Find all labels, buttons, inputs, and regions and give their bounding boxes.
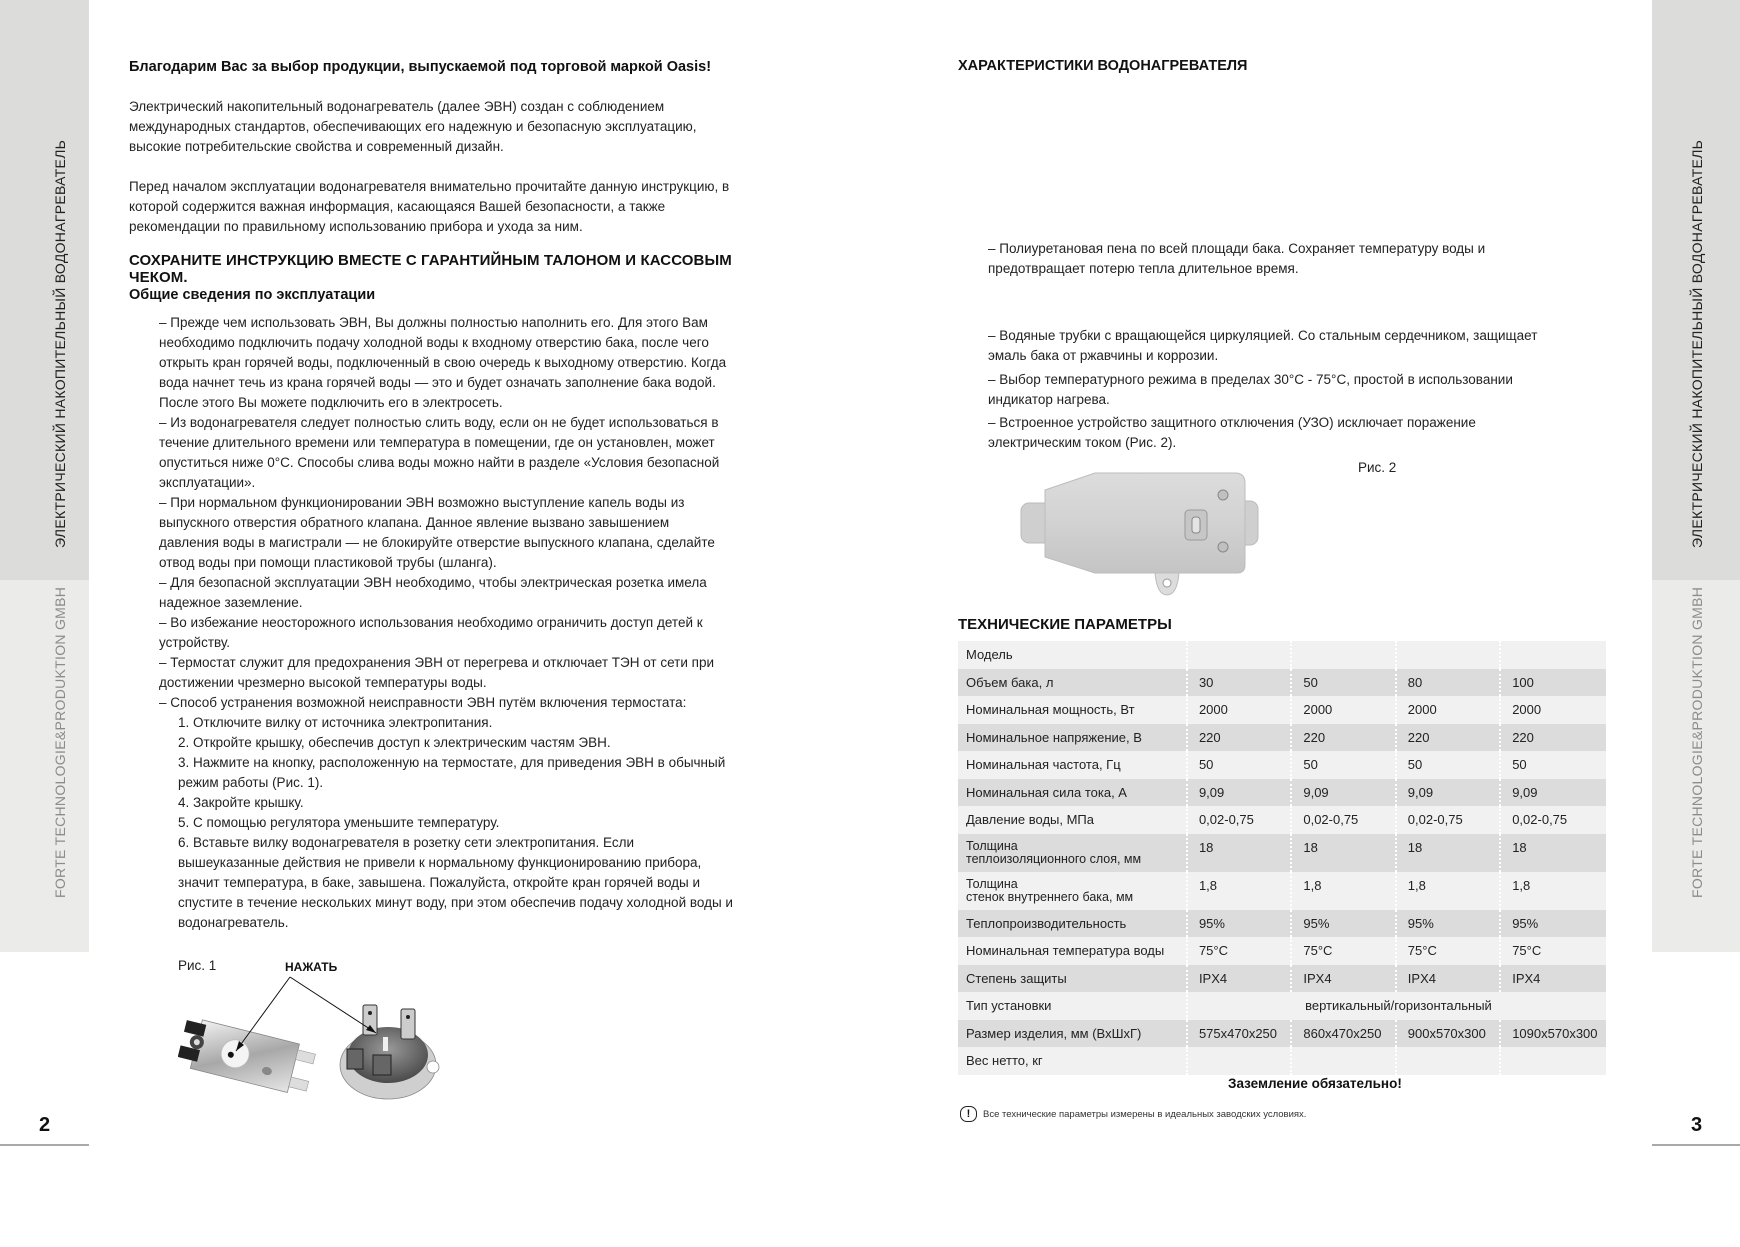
step-line: 3. Нажмите на кнопку, расположенную на термостате, для приведения ЭВН в обычный [178, 755, 726, 770]
thermostat-illustration [178, 955, 478, 1105]
table-row [958, 779, 1606, 807]
cell: 95% [1500, 910, 1606, 938]
row-label: Номинальная частота, Гц [958, 751, 1187, 779]
step-line: спустите в течение нескольких минут воду, при этом обеспечив подачу холодной воды и [178, 895, 733, 910]
cell: 95% [1396, 910, 1500, 938]
table-row [958, 1047, 1606, 1075]
page-number-left: 2 [38, 1114, 51, 1136]
cell: 18 [1291, 834, 1395, 872]
cell: 50 [1291, 669, 1395, 697]
cell [1396, 1047, 1500, 1075]
cell-merged: вертикальный/горизонтальный [1187, 992, 1606, 1020]
step-line: 2. Откройте крышку, обеспечив доступ к электрическим частям ЭВН. [178, 735, 611, 750]
press-callout: НАЖАТЬ [285, 960, 338, 974]
text-line: достижении чрезмерно высокой температуры воды. [159, 675, 487, 690]
text-line: международных стандартов, обеспечивающих его надежную и безопасную эксплуатацию, [129, 119, 697, 134]
side-title: ЭЛЕКТРИЧЕСКИЙ НАКОПИТЕЛЬНЫЙ ВОДОНАГРЕВАТЕЛЬ [1689, 139, 1705, 548]
row-label: Номинальное напряжение, В [958, 724, 1187, 752]
text-line: Перед началом эксплуатации водонагревателя внимательно прочитайте данную инструкцию, в [129, 179, 730, 194]
tech-params-heading: ТЕХНИЧЕСКИЕ ПАРАМЕТРЫ [958, 616, 1172, 633]
greeting-heading: Благодарим Вас за выбор продукции, выпускаемой под торговой маркой Oasis! [129, 59, 712, 75]
intro-paragraph [129, 97, 697, 157]
cell: 2000 [1396, 696, 1500, 724]
text-line: – Для безопасной эксплуатации ЭВН необходимо, чтобы электрическая розетка имела [159, 575, 707, 590]
cell: 575x470x250 [1187, 1020, 1291, 1048]
cell: 50 [1187, 751, 1291, 779]
side-company: FORTE TECHNOLOGIE&PRODUKTION GMBH [52, 586, 68, 898]
side-company: FORTE TECHNOLOGIE&PRODUKTION GMBH [1689, 586, 1705, 898]
text-line: рекомендации по правильному использованию прибора и ухода за ним. [129, 219, 583, 234]
footnote [960, 1106, 1306, 1122]
cell: 100 [1500, 669, 1606, 697]
row-label: Номинальная температура воды [958, 937, 1187, 965]
cell: 0,02-0,75 [1187, 806, 1291, 834]
cell [1187, 641, 1291, 669]
text-line: Электрический накопительный водонагреватель (далее ЭВН) создан с соблюдением [129, 99, 665, 114]
row-label: Модель [958, 641, 1187, 669]
cell: IPX4 [1396, 965, 1500, 993]
row-label: Теплопроизводительность [958, 910, 1187, 938]
step-line: 4. Закройте крышку. [178, 795, 304, 810]
text-line: – Встроенное устройство защитного отключения (УЗО) исключает поражение [988, 415, 1476, 430]
cell [1500, 1047, 1606, 1075]
text-line: течение длительного времени или температура в помещении, где он установлен, может [159, 435, 715, 450]
text-line: надежное заземление. [159, 595, 303, 610]
cell: 220 [1291, 724, 1395, 752]
step-line: 6. Вставьте вилку водонагревателя в розетку сети электропитания. Если [178, 835, 635, 850]
cell: 80 [1396, 669, 1500, 697]
text-line: эмаль бака от ржавчины и коррозии. [988, 348, 1219, 363]
text-line: опуститься ниже 0°С. Способы слива воды можно найти в разделе «Условия безопасной [159, 455, 720, 470]
step-line: вышеуказанные действия не привели к нормальному функционированию прибора, [178, 855, 702, 870]
cell: 75°C [1500, 937, 1606, 965]
cell: 30 [1187, 669, 1291, 697]
step-line: значит температура, в баке, завышена. Пожалуйста, откройте кран горячей воды и [178, 875, 701, 890]
text-line: необходимо подключить подачу холодной воды к входному отверстию бака, после чего [159, 335, 709, 350]
row-label-line: стенок внутреннего бака, мм [966, 889, 1134, 904]
text-line: отвод воды при помощи пластиковой трубы (шланга). [159, 555, 497, 570]
table-row [958, 937, 1606, 965]
row-label: Номинальная сила тока, А [958, 779, 1187, 807]
text-line: электрическим током (Рис. 2). [988, 435, 1177, 450]
cell: 2000 [1291, 696, 1395, 724]
table-row [958, 641, 1606, 669]
table-row [958, 806, 1606, 834]
row-label-line: теплоизоляционного слоя, мм [966, 851, 1142, 866]
cell [1291, 641, 1395, 669]
side-band-company-block [0, 580, 89, 952]
row-label: Степень защиты [958, 965, 1187, 993]
cell: 9,09 [1396, 779, 1500, 807]
cell: 1,8 [1187, 872, 1291, 910]
cell [1500, 641, 1606, 669]
text-line: устройству. [159, 635, 231, 650]
text-line: индикатор нагрева. [988, 392, 1110, 407]
figure-2-rcd-device [1015, 465, 1275, 605]
text-line: – Термостат служит для предохранения ЭВН от перегрева и отключает ТЭН от сети при [159, 655, 715, 670]
cell: 1,8 [1396, 872, 1500, 910]
text-line: открыть кран горячей воды, подключенный в свою очередь к выходному отверстию. Когда [159, 355, 727, 370]
text-line: После этого Вы можете подключить его в электросеть. [159, 395, 503, 410]
step-line: водонагреватель. [178, 915, 289, 930]
cell: 860x470x250 [1291, 1020, 1395, 1048]
side-band-company-block [1652, 580, 1740, 952]
page-number-right: 3 [1690, 1114, 1703, 1136]
cell [1187, 1047, 1291, 1075]
cell: 220 [1187, 724, 1291, 752]
side-title: ЭЛЕКТРИЧЕСКИЙ НАКОПИТЕЛЬНЫЙ ВОДОНАГРЕВАТЕЛЬ [52, 139, 68, 548]
cell: 50 [1500, 751, 1606, 779]
general-info-heading: Общие сведения по эксплуатации [129, 287, 376, 303]
row-label-line: Толщина [966, 838, 1018, 853]
row-label: Номинальная мощность, Вт [958, 696, 1187, 724]
text-line: эксплуатации». [159, 475, 256, 490]
footnote-text: Все технические параметры измерены в идеальных заводских условиях. [983, 1108, 1307, 1120]
save-instructions-notice: СОХРАНИТЕ ИНСТРУКЦИЮ ВМЕСТЕ С ГАРАНТИЙНЫМ ТАЛОНОМ И КАССОВЫМ ЧЕКОМ. [129, 252, 732, 286]
cell: 1090x570x300 [1500, 1020, 1606, 1048]
text-line: – Водяные трубки с вращающейся циркуляцией. Со стальным сердечником, защищает [988, 328, 1538, 343]
text-line: высокие потребительские свойства и современный дизайн. [129, 139, 504, 154]
cell: 18 [1396, 834, 1500, 872]
feature-polyurethane [988, 239, 1608, 279]
row-label: Объем бака, л [958, 669, 1187, 697]
text-line: – При нормальном функционировании ЭВН возможно выступление капель воды из [159, 495, 685, 510]
table-row [958, 751, 1606, 779]
row-label: Давление воды, МПа [958, 806, 1187, 834]
row-label: Размер изделия, мм (ВхШхГ) [958, 1020, 1187, 1048]
cell: 220 [1500, 724, 1606, 752]
table-row [958, 910, 1606, 938]
cell: 50 [1291, 751, 1395, 779]
text-line: – Полиуретановая пена по всей площади бака. Сохраняет температуру воды и [988, 241, 1486, 256]
text-line: – Выбор температурного режима в пределах 30°С - 75°С, простой в использовании [988, 372, 1513, 387]
general-info-list [159, 313, 789, 933]
cell: 0,02-0,75 [1291, 806, 1395, 834]
cell: 2000 [1500, 696, 1606, 724]
text-line: выпускного отверстия обратного клапана. Данное явление вызвано завышением [159, 515, 670, 530]
step-line: 1. Отключите вилку от источника электропитания. [178, 715, 493, 730]
cell: 9,09 [1291, 779, 1395, 807]
cell: 0,02-0,75 [1500, 806, 1606, 834]
figure-1-thermostats [178, 955, 478, 1105]
text-line: – Во избежание неосторожного использования необходимо ограничить доступ детей к [159, 615, 703, 630]
tech-params-table [958, 641, 1606, 1075]
table-row [958, 992, 1606, 1020]
text-line: давления воды в магистрали — не блокируйте отверстие выпускного клапана, сделайте [159, 535, 715, 550]
cell: 95% [1187, 910, 1291, 938]
cell [1291, 1047, 1395, 1075]
cell: 18 [1187, 834, 1291, 872]
table-row [958, 669, 1606, 697]
page-number-rule [0, 1144, 89, 1146]
figure-1-label: Рис. 1 [178, 958, 217, 973]
text-line: – Прежде чем использовать ЭВН, Вы должны полностью наполнить его. Для этого Вам [159, 315, 708, 330]
table-row [958, 834, 1606, 872]
cell: 1,8 [1291, 872, 1395, 910]
cell: 9,09 [1187, 779, 1291, 807]
row-label: Вес нетто, кг [958, 1047, 1187, 1075]
cell: 220 [1396, 724, 1500, 752]
cell: 18 [1500, 834, 1606, 872]
cell: 50 [1396, 751, 1500, 779]
cell: IPX4 [1500, 965, 1606, 993]
cell: IPX4 [1291, 965, 1395, 993]
cell [1396, 641, 1500, 669]
table-row [958, 724, 1606, 752]
grounding-required-notice: Заземление обязательно! [1228, 1076, 1402, 1091]
cell: 75°C [1187, 937, 1291, 965]
text-line: вода начнет течь из крана горячей воды — это и будет означать заполнение бака водой. [159, 375, 716, 390]
cell: 2000 [1187, 696, 1291, 724]
feature-temperature-range [988, 370, 1608, 410]
cell: 0,02-0,75 [1396, 806, 1500, 834]
cell: 9,09 [1500, 779, 1606, 807]
cell: 75°C [1291, 937, 1395, 965]
table-row [958, 965, 1606, 993]
table-row [958, 872, 1606, 910]
row-label [958, 834, 1187, 872]
text-line: – Из водонагревателя следует полностью слить воду, если он не будет использоваться в [159, 415, 719, 430]
side-band-title-block [0, 0, 89, 580]
right-side-band [1652, 0, 1740, 1247]
left-side-band [0, 0, 89, 1247]
text-line: предотвращает потерю тепла длительное время. [988, 261, 1299, 276]
cell: 75°C [1396, 937, 1500, 965]
side-band-title-block [1652, 0, 1740, 580]
cell: 95% [1291, 910, 1395, 938]
figure-2-label: Рис. 2 [1358, 460, 1397, 475]
step-line: режим работы (Рис. 1). [178, 775, 324, 790]
cell: 1,8 [1500, 872, 1606, 910]
feature-rcd [988, 413, 1608, 453]
cell: IPX4 [1187, 965, 1291, 993]
row-label [958, 872, 1187, 910]
cell: 900x570x300 [1396, 1020, 1500, 1048]
before-use-paragraph [129, 177, 729, 237]
row-label-line: Толщина [966, 876, 1018, 891]
features-heading: ХАРАКТЕРИСТИКИ ВОДОНАГРЕВАТЕЛЯ [958, 58, 1248, 74]
step-line: 5. С помощью регулятора уменьшите температуру. [178, 815, 500, 830]
exclamation-circle-icon: ! [960, 1106, 977, 1122]
table-row [958, 696, 1606, 724]
table-row [958, 1020, 1606, 1048]
text-line: – Способ устранения возможной неисправности ЭВН путём включения термостата: [159, 695, 687, 710]
row-label: Тип установки [958, 992, 1187, 1020]
feature-water-tubes [988, 326, 1608, 366]
text-line: которой содержится важная информация, касающаяся Вашей безопасности, а также [129, 199, 666, 214]
page-number-rule [1652, 1144, 1740, 1146]
